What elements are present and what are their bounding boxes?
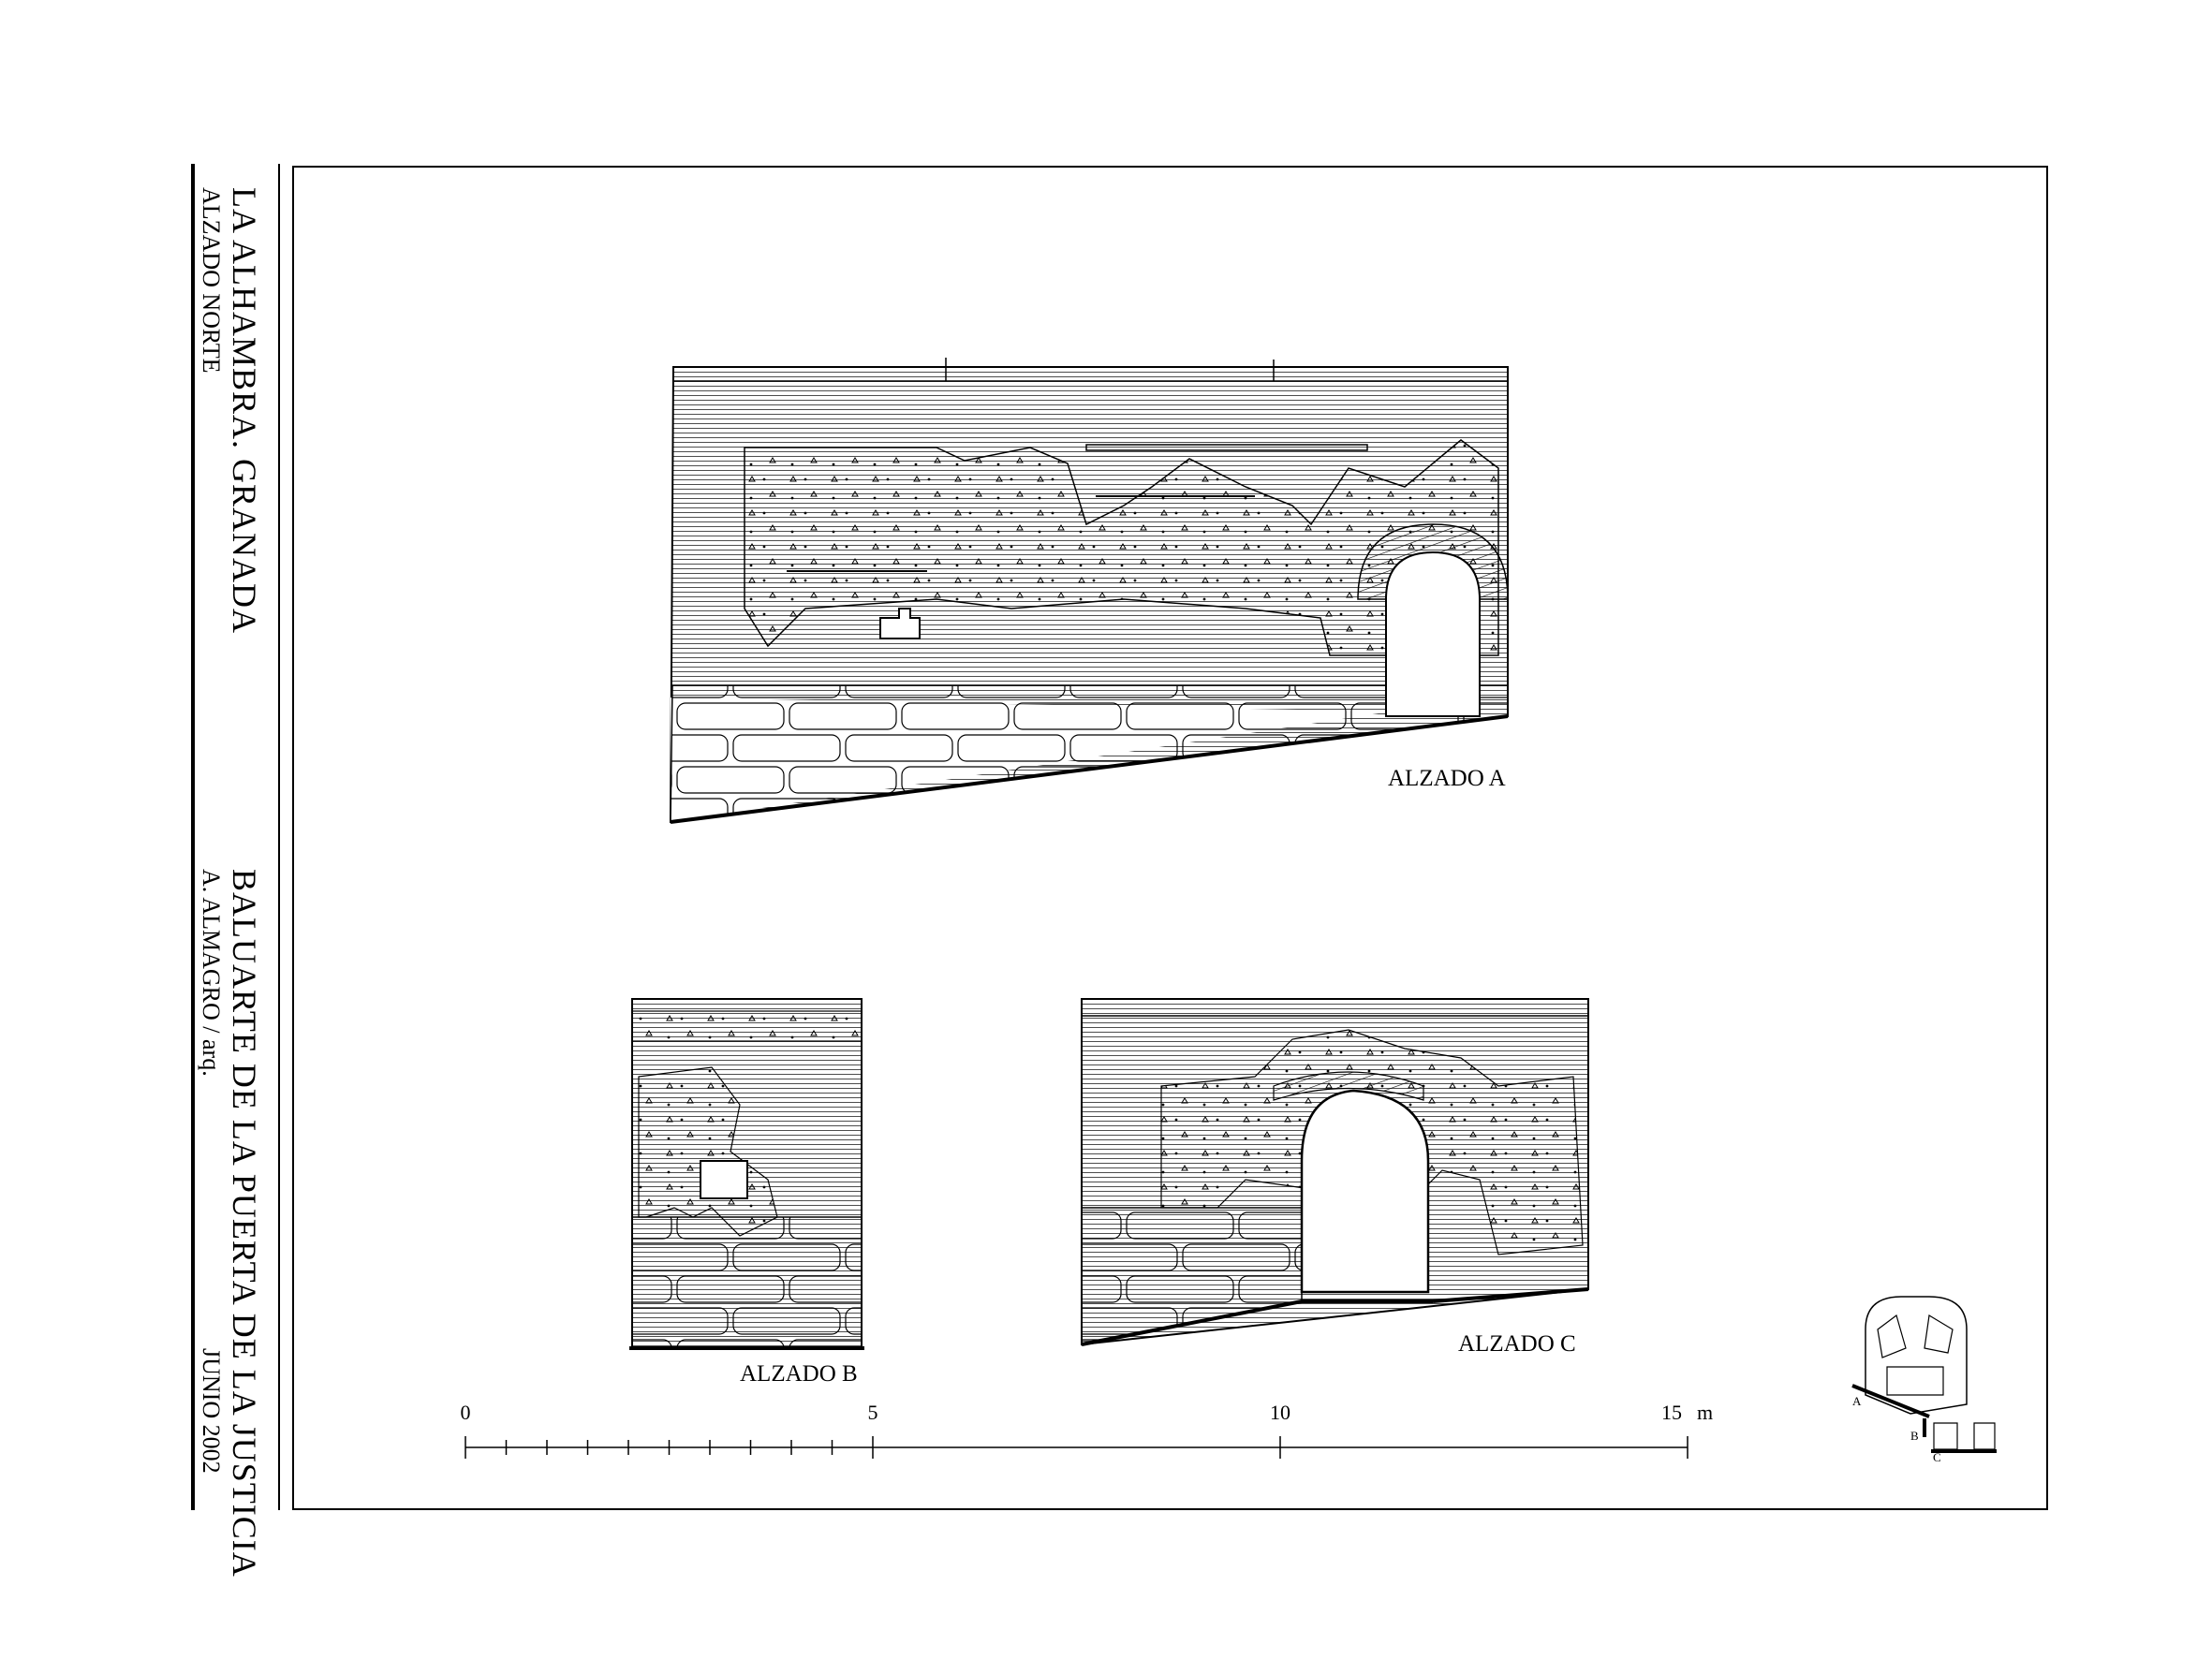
key-plan	[1852, 1297, 1997, 1451]
scale-bar	[465, 1436, 1688, 1459]
label-alzado-c: ALZADO C	[1458, 1331, 1576, 1357]
monument-name: BALUARTE DE LA PUERTA DE LA JUSTICIA	[226, 869, 263, 1578]
scale-tick-label: 15	[1661, 1401, 1682, 1424]
sheet-subtitle: ALZADO NORTE	[198, 187, 225, 374]
arched-doorway	[1386, 552, 1480, 716]
key-plan-label-c: C	[1933, 1450, 1941, 1464]
ashlar-courses	[632, 1217, 862, 1348]
label-alzado-b: ALZADO B	[740, 1361, 858, 1387]
scale-unit: m	[1697, 1401, 1714, 1424]
sheet-title: LA ALHAMBRA. GRANADA	[226, 187, 263, 635]
author-credit: A. ALMAGRO / arq.	[198, 869, 225, 1077]
elevation-b	[629, 999, 864, 1348]
arched-doorway	[1302, 1091, 1428, 1292]
scale-tick-label: 10	[1270, 1401, 1290, 1424]
scale-tick-label: 5	[867, 1401, 878, 1424]
elevation-c	[1082, 999, 1588, 1344]
elevation-a	[671, 358, 1508, 822]
scale-tick-label: 0	[460, 1401, 471, 1424]
key-plan-label-b: B	[1910, 1429, 1919, 1443]
key-plan-label-a: A	[1852, 1394, 1862, 1408]
window-opening	[700, 1161, 747, 1198]
label-alzado-a: ALZADO A	[1388, 766, 1506, 791]
sheet-date: JUNIO 2002	[198, 1348, 225, 1474]
ashlar-courses	[671, 685, 1508, 822]
